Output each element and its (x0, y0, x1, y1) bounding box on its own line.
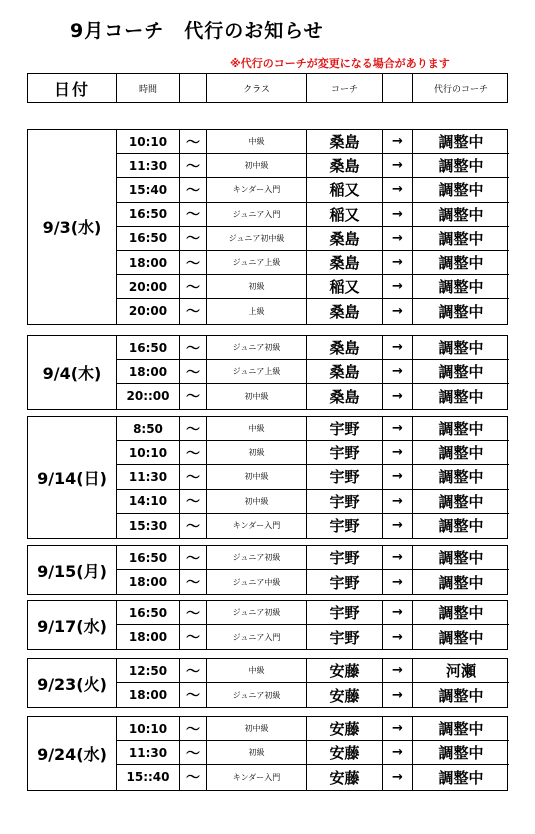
date-cell: 9/4(木) (28, 336, 117, 409)
class-cell: 初級 (207, 441, 307, 465)
date-cell: 9/24(水) (28, 717, 117, 790)
range-mark: 〜 (180, 570, 207, 594)
coach-cell: 安藤 (307, 717, 383, 741)
time-cell: 10:10 (117, 717, 180, 741)
header-time: 時間 (117, 74, 180, 102)
page-title: 9月コーチ 代行のお知らせ (70, 20, 324, 42)
substitute-cell: 調整中 (413, 227, 509, 251)
range-mark: 〜 (180, 683, 207, 707)
coach-cell: 稲又 (307, 275, 383, 299)
time-cell: 16:50 (117, 203, 180, 227)
date-cell: 9/17(水) (28, 601, 117, 649)
coach-cell: 桑島 (307, 336, 383, 360)
arrow-icon: → (383, 178, 413, 202)
class-cell: 上級 (207, 299, 307, 323)
header-coach: コーチ (307, 74, 383, 102)
substitute-cell: 調整中 (413, 336, 509, 360)
header-blank (180, 74, 207, 102)
time-cell: 10:10 (117, 441, 180, 465)
substitute-cell: 調整中 (438, 768, 484, 787)
date-group (27, 129, 508, 325)
date-group (27, 658, 508, 708)
class-cell: 中級 (207, 417, 307, 441)
class-cell: 初中級 (207, 154, 307, 178)
substitute-cell: 調整中 (413, 154, 509, 178)
range-mark: 〜 (180, 227, 207, 251)
date-cell: 9/3(水) (28, 130, 117, 324)
substitute-cell: 調整中 (413, 465, 509, 489)
substitute-cell: 調整中 (413, 490, 509, 514)
arrow-icon: → (383, 490, 413, 514)
range-mark: 〜 (180, 275, 207, 299)
class-cell: ジュニア入門 (207, 203, 307, 227)
arrow-icon: → (383, 741, 413, 765)
date-group (27, 716, 508, 791)
range-mark: 〜 (180, 441, 207, 465)
date-group (27, 416, 508, 539)
arrow-icon: → (383, 683, 413, 707)
substitute-cell: 調整中 (413, 417, 509, 441)
range-mark: 〜 (180, 717, 207, 741)
arrow-icon: → (383, 546, 413, 570)
arrow-icon: → (383, 570, 413, 594)
coach-cell: 桑島 (307, 154, 383, 178)
date-group (27, 545, 508, 595)
class-cell: 初中級 (207, 717, 307, 741)
date-group (27, 335, 508, 410)
arrow-icon: → (383, 360, 413, 384)
coach-cell: 宇野 (307, 417, 383, 441)
class-cell: ジュニア初級 (207, 336, 307, 360)
substitute-cell: 調整中 (413, 203, 509, 227)
substitute-cell: 調整中 (413, 717, 509, 741)
substitute-cell: 河瀬 (413, 659, 509, 683)
table-header (27, 73, 508, 103)
time-cell: 16:50 (117, 227, 180, 251)
substitute-cell: 調整中 (438, 686, 484, 705)
arrow-icon: → (383, 765, 413, 789)
date-cell: 9/23(火) (28, 659, 117, 707)
date-cell: 9/15(月) (28, 546, 117, 594)
arrow-icon: → (383, 717, 413, 741)
date-cell: 9/14(日) (28, 417, 117, 538)
coach-cell: 宇野 (307, 601, 383, 625)
time-cell: 20:00 (117, 299, 180, 323)
class-cell: ジュニア初級 (207, 683, 307, 707)
range-mark: 〜 (180, 601, 207, 625)
coach-cell: 桑島 (307, 299, 383, 323)
time-cell: 18:00 (117, 360, 180, 384)
substitute-cell: 調整中 (413, 360, 509, 384)
coach-cell: 宇野 (307, 465, 383, 489)
arrow-icon: → (383, 514, 413, 538)
time-cell: 18:00 (117, 625, 180, 649)
substitute-cell: 調整中 (413, 741, 509, 765)
substitute-cell: 調整中 (438, 517, 484, 536)
header-class: クラス (207, 74, 307, 102)
arrow-icon: → (383, 130, 413, 154)
time-cell: 20::00 (117, 384, 180, 408)
range-mark: 〜 (180, 336, 207, 360)
class-cell: 中級 (207, 659, 307, 683)
coach-cell: 稲又 (307, 178, 383, 202)
coach-cell: 安藤 (307, 765, 383, 789)
substitute-cell: 調整中 (413, 178, 509, 202)
coach-cell: 宇野 (307, 514, 383, 538)
class-cell: ジュニア中級 (207, 570, 307, 594)
time-cell: 14:10 (117, 490, 180, 514)
time-cell: 10:10 (117, 130, 180, 154)
coach-cell: 桑島 (307, 360, 383, 384)
time-cell: 16:50 (117, 601, 180, 625)
arrow-icon: → (383, 227, 413, 251)
header-date: 日付 (28, 74, 117, 102)
coach-cell: 稲又 (307, 203, 383, 227)
substitute-cell: 調整中 (438, 302, 484, 321)
range-mark: 〜 (180, 417, 207, 441)
class-cell: 初中級 (207, 384, 307, 408)
coach-cell: 桑島 (307, 130, 383, 154)
class-cell: キンダー入門 (207, 178, 307, 202)
class-cell: ジュニア入門 (207, 625, 307, 649)
coach-cell: 桑島 (307, 227, 383, 251)
arrow-icon: → (383, 659, 413, 683)
range-mark: 〜 (180, 490, 207, 514)
substitute-cell: 調整中 (438, 573, 484, 592)
class-cell: 初中級 (207, 465, 307, 489)
coach-cell: 桑島 (307, 384, 383, 408)
time-cell: 15::40 (117, 765, 180, 789)
arrow-icon: → (383, 417, 413, 441)
coach-cell: 安藤 (307, 659, 383, 683)
class-cell: 初級 (207, 275, 307, 299)
time-cell: 11:30 (117, 465, 180, 489)
class-cell: 初中級 (207, 490, 307, 514)
range-mark: 〜 (180, 360, 207, 384)
time-cell: 18:00 (117, 683, 180, 707)
class-cell: ジュニア上級 (207, 360, 307, 384)
class-cell: 初級 (207, 741, 307, 765)
arrow-icon: → (383, 465, 413, 489)
range-mark: 〜 (180, 465, 207, 489)
range-mark: 〜 (180, 154, 207, 178)
arrow-icon: → (383, 275, 413, 299)
header-substitute: 代行のコーチ (433, 84, 488, 95)
class-cell: キンダー入門 (207, 514, 307, 538)
coach-cell: 安藤 (307, 741, 383, 765)
date-group (27, 600, 508, 650)
time-cell: 18:00 (117, 570, 180, 594)
time-cell: 12:50 (117, 659, 180, 683)
change-notice: ※代行のコーチが変更になる場合があります (230, 57, 450, 70)
time-cell: 16:50 (117, 336, 180, 360)
range-mark: 〜 (180, 384, 207, 408)
arrow-icon: → (383, 251, 413, 275)
time-cell: 11:30 (117, 741, 180, 765)
arrow-icon: → (383, 441, 413, 465)
coach-cell: 桑島 (307, 251, 383, 275)
range-mark: 〜 (180, 514, 207, 538)
range-mark: 〜 (180, 625, 207, 649)
range-mark: 〜 (180, 765, 207, 789)
substitute-cell: 調整中 (413, 130, 509, 154)
range-mark: 〜 (180, 251, 207, 275)
class-cell: ジュニア初中級 (207, 227, 307, 251)
arrow-icon: → (383, 336, 413, 360)
coach-cell: 宇野 (307, 625, 383, 649)
substitute-cell: 調整中 (413, 546, 509, 570)
class-cell: ジュニア初級 (207, 546, 307, 570)
range-mark: 〜 (180, 178, 207, 202)
coach-cell: 宇野 (307, 441, 383, 465)
range-mark: 〜 (180, 299, 207, 323)
substitute-cell: 調整中 (413, 601, 509, 625)
arrow-icon: → (383, 625, 413, 649)
substitute-cell: 調整中 (438, 387, 484, 406)
class-cell: キンダー入門 (207, 765, 307, 789)
arrow-icon: → (383, 203, 413, 227)
arrow-icon: → (383, 299, 413, 323)
time-cell: 20:00 (117, 275, 180, 299)
time-cell: 15:30 (117, 514, 180, 538)
time-cell: 8:50 (117, 417, 180, 441)
arrow-icon: → (383, 384, 413, 408)
time-cell: 18:00 (117, 251, 180, 275)
arrow-icon: → (383, 154, 413, 178)
substitute-cell: 調整中 (413, 441, 509, 465)
coach-cell: 宇野 (307, 546, 383, 570)
range-mark: 〜 (180, 659, 207, 683)
substitute-cell: 調整中 (413, 251, 509, 275)
time-cell: 15:40 (117, 178, 180, 202)
range-mark: 〜 (180, 741, 207, 765)
coach-cell: 安藤 (307, 683, 383, 707)
time-cell: 16:50 (117, 546, 180, 570)
class-cell: ジュニア初級 (207, 601, 307, 625)
range-mark: 〜 (180, 203, 207, 227)
class-cell: 中級 (207, 130, 307, 154)
class-cell: ジュニア上級 (207, 251, 307, 275)
coach-cell: 宇野 (307, 570, 383, 594)
substitute-cell: 調整中 (413, 275, 509, 299)
range-mark: 〜 (180, 546, 207, 570)
header-blank (383, 74, 413, 102)
coach-cell: 宇野 (307, 490, 383, 514)
time-cell: 11:30 (117, 154, 180, 178)
substitute-cell: 調整中 (438, 628, 484, 647)
range-mark: 〜 (180, 130, 207, 154)
arrow-icon: → (383, 601, 413, 625)
